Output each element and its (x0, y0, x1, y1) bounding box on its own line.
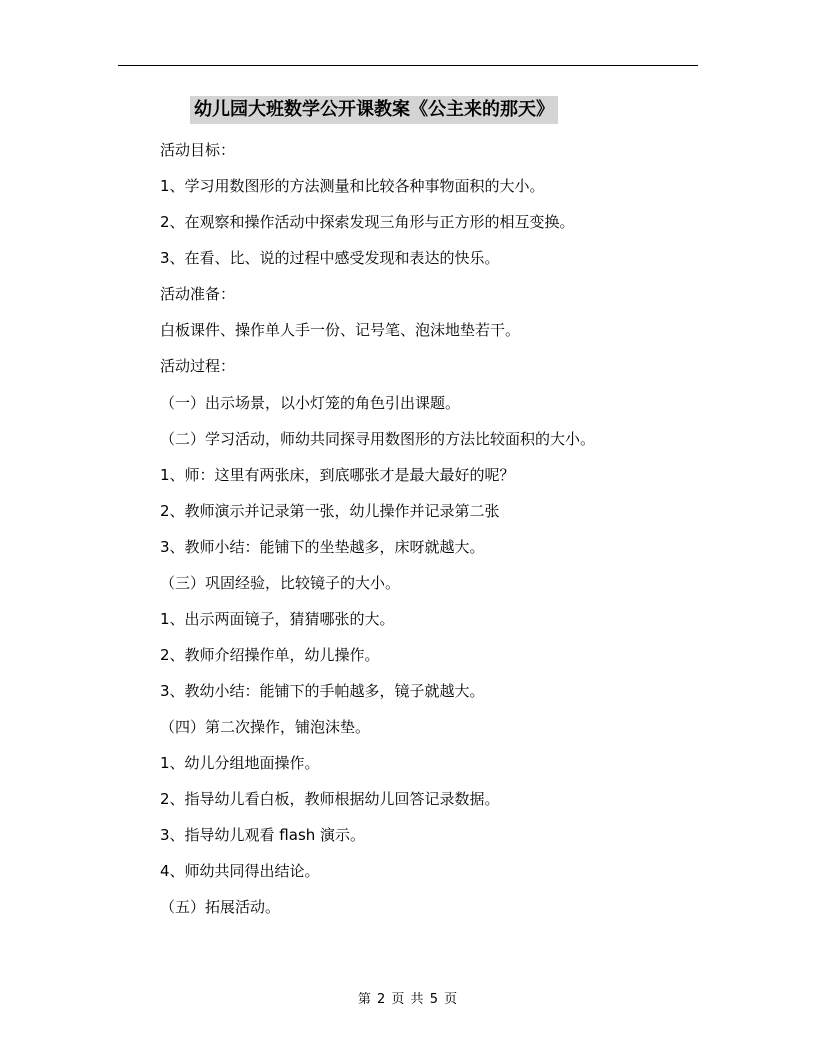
page-number: 第 2 页 共 5 页 (357, 992, 459, 1007)
body-line: 1、师：这里有两张床，到底哪张才是最大最好的呢？ (160, 466, 515, 484)
body-line: （一）出示场景，以小灯笼的角色引出课题。 (160, 394, 461, 412)
body-line: 1、学习用数图形的方法测量和比较各种事物面积的大小。 (160, 177, 545, 195)
body-line: 4、师幼共同得出结论。 (160, 862, 320, 880)
body-line: 2、在观察和操作活动中探索发现三角形与正方形的相互变换。 (160, 213, 575, 231)
body-line: （三）巩固经验，比较镜子的大小。 (160, 574, 401, 592)
body-line: 3、教师小结：能铺下的坐垫越多，床呀就越大。 (160, 538, 485, 556)
body-line: 3、教幼小结：能铺下的手帕越多，镜子就越大。 (160, 682, 485, 700)
header-rule (118, 65, 698, 66)
section-heading-preparation: 活动准备： (160, 285, 236, 303)
body-line: （五）拓展活动。 (160, 898, 281, 916)
section-heading-goals: 活动目标： (160, 141, 236, 159)
body-line: （四）第二次操作，铺泡沫垫。 (160, 718, 371, 736)
body-line: 2、指导幼儿看白板，教师根据幼儿回答记录数据。 (160, 790, 500, 808)
body-line: 3、在看、比、说的过程中感受发现和表达的快乐。 (160, 249, 500, 267)
document-title: 幼儿园大班数学公开课教案《公主来的那天》 (190, 96, 558, 124)
body-line: 1、出示两面镜子，猜猜哪张的大。 (160, 610, 395, 628)
body-line: （二）学习活动，师幼共同探寻用数图形的方法比较面积的大小。 (160, 430, 596, 448)
body-line: 2、教师演示并记录第一张，幼儿操作并记录第二张 (160, 502, 500, 520)
body-line: 白板课件、操作单人手一份、记号笔、泡沫地垫若干。 (160, 321, 521, 339)
body-line: 2、教师介绍操作单，幼儿操作。 (160, 646, 380, 664)
body-line: 3、指导幼儿观看 flash 演示。 (160, 826, 366, 844)
body-line: 1、幼儿分组地面操作。 (160, 754, 320, 772)
section-heading-process: 活动过程： (160, 357, 236, 375)
